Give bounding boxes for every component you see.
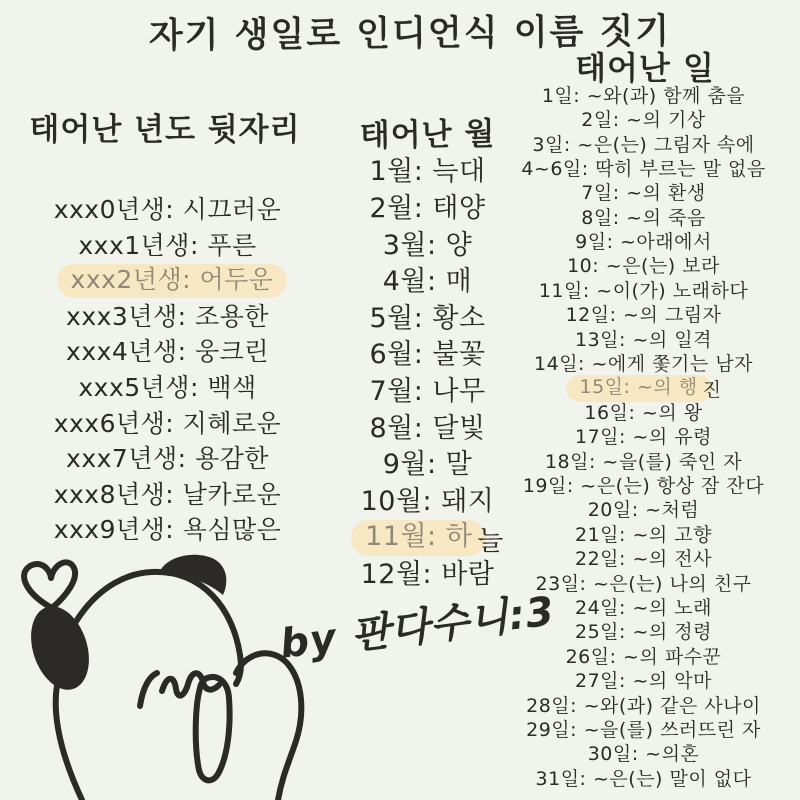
day-row [575, 596, 712, 620]
month-row [369, 154, 485, 191]
day-row-text: 24일: ~의 노래 [575, 596, 712, 619]
month-row [383, 264, 473, 301]
day-row-text: 22일: ~의 전사 [575, 548, 712, 571]
month-column-header: 태어난 월 [359, 115, 496, 155]
month-row-text: 1월: 늑대 [369, 156, 486, 188]
year-row [54, 192, 282, 228]
day-row [575, 669, 712, 693]
month-row [383, 447, 473, 484]
day-row-text: 16일: ~의 왕 [584, 401, 703, 424]
month-row-text: 12월: 바람 [360, 558, 495, 590]
day-row [532, 133, 754, 157]
day-row [581, 108, 705, 132]
day-row [521, 157, 765, 181]
day-row [539, 279, 748, 303]
day-row-text: 29일: ~을(를) 쓰러뜨린 자 [526, 718, 761, 741]
month-row-text: 9월: 말 [382, 449, 473, 481]
year-row [54, 512, 282, 548]
heart-icon [24, 562, 75, 608]
day-row-tail: 진 [702, 379, 722, 402]
day-row-text: 25일: ~의 정령 [575, 621, 712, 644]
day-row [536, 767, 752, 791]
day-row-text: 27일: ~의 악마 [575, 670, 712, 693]
panda-cheek-curve [236, 653, 301, 800]
day-row-text: 11일: ~이(가) 노래하다 [538, 279, 749, 302]
year-row-text: xxx8년생: 날카로운 [53, 479, 282, 509]
day-row-text: 13일: ~의 일격 [575, 328, 712, 351]
year-row-text: xxx3년생: 조용한 [66, 301, 269, 331]
year-list [0, 192, 335, 548]
day-row [566, 377, 722, 401]
day-row [584, 401, 702, 425]
day-row [575, 425, 712, 449]
day-row-text: 7일: ~의 환생 [581, 182, 706, 205]
day-row [536, 572, 752, 596]
page-title: 자기 생일로 인디언식 이름 짓기 [148, 11, 672, 57]
year-row [57, 263, 279, 299]
month-row-text: 8월: 달빛 [369, 412, 486, 444]
day-row [523, 474, 764, 498]
day-row [566, 645, 722, 669]
day-row-text: 17일: ~의 유령 [575, 426, 712, 449]
day-row-text: 15일: ~의 행 [566, 375, 712, 402]
day-row [575, 621, 712, 645]
year-row [66, 299, 269, 335]
day-row-text: 21일: ~의 고향 [575, 523, 712, 546]
day-row [526, 694, 761, 718]
day-row-text: 26일: ~의 파수꾼 [565, 645, 722, 668]
day-row [542, 84, 745, 108]
day-row-text: 18일: ~을(를) 죽인 자 [544, 450, 743, 473]
day-row-text: 9일: ~아래에서 [575, 231, 712, 254]
day-row-text: 14일: ~에게 쫓기는 남자 [534, 353, 753, 376]
day-row-text: 19일: ~은(는) 항상 잠 잔다 [522, 475, 765, 497]
year-row-text: xxx9년생: 욕심많은 [53, 515, 282, 545]
month-row-text: 2월: 태양 [369, 193, 486, 225]
day-row [575, 328, 712, 352]
year-row-text: xxx4년생: 웅크린 [66, 337, 269, 367]
year-row-text: xxx0년생: 시끄러운 [53, 195, 282, 225]
day-row [575, 230, 712, 254]
month-row [369, 300, 485, 337]
day-row-text: 3일: ~은(는) 그림자 속에 [532, 133, 755, 156]
month-row [383, 227, 473, 264]
year-row [66, 441, 269, 477]
month-row-text: 7월: 나무 [369, 376, 486, 408]
month-row [369, 374, 485, 411]
year-row [54, 406, 282, 442]
day-row [588, 499, 700, 523]
day-row [575, 547, 712, 571]
day-row-text: 8일: ~의 죽음 [581, 206, 706, 229]
day-row [566, 304, 722, 328]
month-row-tail: 늘 [477, 525, 504, 557]
day-row-text: 28일: ~와(과) 같은 사나이 [526, 694, 761, 717]
day-row [526, 718, 761, 742]
month-row-text: 3월: 양 [382, 229, 473, 261]
month-row-text: 6월: 불꽃 [369, 339, 486, 371]
month-row [369, 410, 485, 447]
day-row [575, 523, 712, 547]
day-row-text: 4~6일: 딱히 부르는 말 없음 [521, 157, 766, 180]
panda-doodle [0, 545, 400, 800]
day-row-text: 30일: ~의혼 [587, 743, 700, 766]
day-row-text: 2일: ~의 기상 [581, 109, 706, 132]
year-row-text: xxx6년생: 지혜로운 [53, 408, 282, 438]
credit-signature: by 판다수니:3 [277, 588, 558, 668]
day-row [588, 743, 700, 767]
year-row [78, 228, 256, 264]
day-row [567, 255, 720, 279]
panda-left-ear [21, 599, 99, 697]
year-row [66, 334, 269, 370]
year-row-text: xxx7년생: 용감한 [66, 444, 269, 474]
day-row-text: 20일: ~처럼 [587, 499, 700, 522]
panda-eye-squiggle [140, 673, 157, 706]
month-row-text: 11월: 하 [351, 520, 486, 556]
month-row-text: 4월: 매 [382, 266, 473, 298]
day-list [487, 84, 800, 791]
panda-right-ear [158, 555, 226, 595]
month-row-text: 10월: 돼지 [360, 485, 495, 517]
day-row [545, 450, 742, 474]
day-row-text: 23일: ~은(는) 나의 친구 [535, 572, 752, 595]
day-row [534, 352, 753, 376]
year-row [78, 370, 256, 406]
month-row [361, 483, 495, 520]
day-row-text: 1일: ~와(과) 함께 춤을 [541, 84, 746, 107]
year-row-text: xxx1년생: 푸른 [78, 230, 257, 260]
year-row-text: xxx2년생: 어두운 [57, 264, 288, 298]
year-column-header: 태어난 년도 뒷자리 [29, 112, 301, 148]
year-row-text: xxx5년생: 백색 [78, 373, 257, 403]
year-row [54, 477, 282, 513]
day-row [581, 182, 705, 206]
month-row [369, 337, 485, 374]
month-row-text: 5월: 황소 [369, 302, 486, 334]
panda-mouth [196, 677, 230, 780]
month-row [369, 191, 485, 228]
day-row [581, 206, 705, 230]
day-column-header: 태어난 일 [575, 49, 715, 87]
day-row-text: 10: ~은(는) 보라 [567, 255, 720, 278]
day-row-text: 31일: ~은(는) 말이 없다 [535, 767, 752, 790]
day-row-text: 12일: ~의 그림자 [565, 304, 722, 327]
